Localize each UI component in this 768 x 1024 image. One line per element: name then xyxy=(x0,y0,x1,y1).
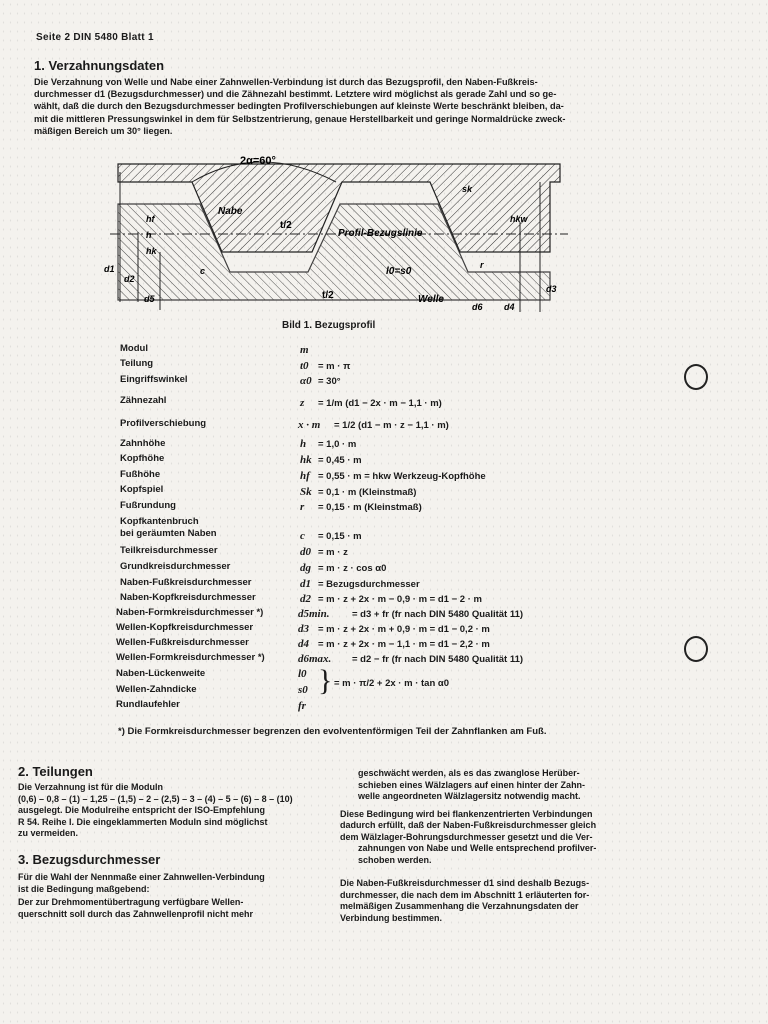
dim-label-d2: d2 xyxy=(124,274,135,284)
table-row-formula: = Bezugsdurchmesser xyxy=(318,579,420,590)
dim-label-r: r xyxy=(480,260,484,270)
table-footnote: *) Die Formkreisdurchmesser begrenzen den evolventenförmigen Teil der Zahnflanken am Fuß. xyxy=(118,726,547,737)
right-line: welle angeordneten Wälzlagersitz notwendig macht. xyxy=(358,791,581,801)
table-row-formula: = 0,45 · m xyxy=(318,455,362,466)
table-row-symbol: s0 xyxy=(298,684,308,696)
table-row-formula: = m · z xyxy=(318,547,348,558)
table-row-name: Naben-Fußkreisdurchmesser xyxy=(120,577,252,588)
table-row-formula: = 0,15 · m (Kleinstmaß) xyxy=(318,502,422,513)
table-row-name: Wellen-Zahndicke xyxy=(116,684,197,695)
table-row-symbol: t0 xyxy=(300,360,309,372)
right-line: zahnungen von Nabe und Welle entsprechend profilver- xyxy=(358,843,597,853)
table-row-formula: = d3 + fr (fr nach DIN 5480 Qualität 11) xyxy=(352,609,524,620)
section2-body xyxy=(18,782,336,840)
right-column xyxy=(340,768,650,924)
right-para-1 xyxy=(340,768,650,803)
table-row-name: Kopfhöhe xyxy=(120,453,165,464)
table-row-symbol: d3 xyxy=(298,623,309,635)
intro-line: mäßigen Bereich um 30° liegen. xyxy=(34,125,173,136)
table-row-name: Kopfkantenbruch xyxy=(120,516,199,527)
table-row-symbol: z xyxy=(300,397,305,409)
table-row-symbol: d1 xyxy=(300,578,311,590)
profile-line-label: Profil-Bezugslinie xyxy=(338,228,423,239)
table-row-formula: = m · π/2 + 2x · m · tan α0 xyxy=(334,678,450,689)
section3-line: Der zur Drehmomentübertragung verfügbare Wellen- xyxy=(18,897,244,907)
table-row-name: Fußrundung xyxy=(120,500,176,511)
table-row-symbol: d6max. xyxy=(298,653,332,665)
table-row-name: Wellen-Formkreisdurchmesser *) xyxy=(116,652,265,663)
right-para-2 xyxy=(340,809,650,867)
section3-line: querschnitt soll durch das Zahnwellenprofil nicht mehr xyxy=(18,908,254,919)
table-row-symbol: x · m xyxy=(298,419,321,431)
brace-glyph: } xyxy=(318,664,333,697)
table-row-symbol: d0 xyxy=(300,546,311,558)
table-row-symbol: fr xyxy=(298,700,306,712)
punch-hole-top xyxy=(684,364,708,390)
table-row-name: Naben-Formkreisdurchmesser *) xyxy=(116,607,264,618)
table-row-name: Naben-Lückenweite xyxy=(116,668,206,679)
t-half-bottom-label: t/2 xyxy=(322,290,334,301)
l0-label: l0=s0 xyxy=(386,266,412,277)
table-row-symbol: h xyxy=(300,438,307,450)
intro-line: Die Verzahnung von Welle und Nabe einer Zahnwellen-Verbindung ist durch das Bezugsprofil, den Naben-Fußkreis- xyxy=(34,77,538,87)
table-row-formula: = d2 − fr (fr nach DIN 5480 Qualität 11) xyxy=(352,654,524,665)
intro-line: wählt, daß die durch den Bezugsdurchmesser bedingten Profilverschiebungen auf kleinste Werte beschränkt bleiben, da- xyxy=(34,101,564,112)
section3-line: Für die Wahl der Nennmaße einer Zahnwellen-Verbindung xyxy=(18,872,265,882)
table-row-name: Teilung xyxy=(120,358,154,369)
table-row-formula: = m · z + 2x · m − 0,9 · m = d1 − 2 · m xyxy=(318,594,482,605)
dim-label-d1: d1 xyxy=(104,264,115,274)
table-row-formula: = 1,0 · m xyxy=(318,439,357,450)
table-row-symbol: d5min. xyxy=(298,608,330,620)
table-row-formula: = m · z + 2x · m − 1,1 · m = d1 − 2,2 · m xyxy=(318,639,490,650)
intro-line: durchmesser d1 (Bezugsdurchmesser) und die Zähnezahl bestimmt. Letztere wird möglichst als gerade Zahl und so ge- xyxy=(34,89,557,100)
table-row-formula: = 0,55 · m = hkw Werkzeug-Kopfhöhe xyxy=(318,471,486,482)
dim-label-hf: hf xyxy=(146,214,155,224)
section2-line: zu vermeiden. xyxy=(18,828,79,838)
table-row-symbol: α0 xyxy=(300,375,312,387)
table-row-name: Wellen-Fußkreisdurchmesser xyxy=(116,637,249,648)
punch-hole-bottom xyxy=(684,636,708,662)
dim-label-hk: hk xyxy=(146,246,157,256)
table-row-name: Rundlaufehler xyxy=(116,699,180,710)
intro-line: mit die mittleren Pressungswinkel in dem für Selbstzentrierung, genaue Herstellbarkeit und geringe Normaldrücke zweck- xyxy=(34,113,566,124)
dim-label-d6: d6 xyxy=(472,302,483,312)
right-line: Diese Bedingung wird bei flankenzentrierten Verbindungen xyxy=(340,808,593,819)
right-line: melmäßigen Zusammenhang die Verzahnungsdaten der xyxy=(340,901,579,911)
table-row-name: bei geräumten Naben xyxy=(120,528,217,539)
dim-label-sk: sk xyxy=(462,184,473,194)
section1-heading: 1. Verzahnungsdaten xyxy=(34,58,165,73)
table-row-symbol: c xyxy=(300,530,305,542)
table-row-symbol: d2 xyxy=(300,593,311,605)
section3-heading: 3. Bezugsdurchmesser xyxy=(18,852,161,867)
table-row-formula: = m · z + 2x · m + 0,9 · m = d1 − 0,2 · m xyxy=(318,624,490,635)
table-row-name: Profilverschiebung xyxy=(120,418,207,429)
section2-line: (0,6) – 0,8 – (1) – 1,25 – (1,5) – 2 – (2,5) – 3 – (4) – 5 – (6) – 8 – (10) xyxy=(18,793,293,804)
table-row-symbol: d4 xyxy=(298,638,309,650)
section3-body xyxy=(18,872,336,920)
table-row-name: Wellen-Kopfkreisdurchmesser xyxy=(116,622,254,633)
table-row-symbol: hk xyxy=(300,454,312,466)
right-line: durchmesser, die nach dem im Abschnitt 1 erläuterten for- xyxy=(340,889,590,900)
table-row-symbol: hf xyxy=(300,470,310,482)
table-row-name: Modul xyxy=(120,343,148,354)
right-line: dadurch erfüllt, daß der Naben-Fußkreisdurchmesser gleich xyxy=(340,820,597,830)
table-row-symbol: dg xyxy=(300,562,311,574)
section2-line: ausgelegt. Die Modulreihe entspricht der ISO-Empfehlung xyxy=(18,805,266,815)
dim-label-d5: d5 xyxy=(144,294,155,304)
right-line: schieben eines Wälzlagers auf einen hinter der Zahn- xyxy=(358,779,586,790)
reference-profile-figure xyxy=(100,152,580,322)
section3-line: ist die Bedingung maßgebend: xyxy=(18,883,150,894)
right-line: geschwächt werden, als es das zwanglose Herüber- xyxy=(358,768,580,778)
figure-caption: Bild 1. Bezugsprofil xyxy=(282,320,376,331)
page-header: Seite 2 DIN 5480 Blatt 1 xyxy=(36,32,154,43)
table-row-formula: = 0,1 · m (Kleinstmaß) xyxy=(318,487,417,498)
section2-line: Die Verzahnung ist für die Moduln xyxy=(18,782,164,792)
dim-label-d3: d3 xyxy=(546,284,557,294)
table-row-name: Naben-Kopfkreisdurchmesser xyxy=(120,592,256,603)
table-row-formula: = m · π xyxy=(318,361,351,372)
table-row-formula: = 1/m (d1 − 2x · m − 1,1 · m) xyxy=(318,398,442,409)
dim-label-h: h xyxy=(146,230,152,240)
welle-label: Welle xyxy=(418,294,444,305)
dim-label-d4: d4 xyxy=(504,302,515,312)
dim-label-c: c xyxy=(200,266,206,276)
section2-line: R 54. Reihe I. Die eingeklammerten Moduln sind möglichst xyxy=(18,816,268,827)
table-row-name: Eingriffswinkel xyxy=(120,374,188,385)
section2-heading: 2. Teilungen xyxy=(18,764,93,779)
table-row-formula: = m · z · cos α0 xyxy=(318,563,387,574)
right-line: schoben werden. xyxy=(358,854,432,865)
table-row-formula: = 0,15 · m xyxy=(318,531,362,542)
table-row-symbol: Sk xyxy=(300,486,312,498)
right-line: Die Naben-Fußkreisdurchmesser d1 sind deshalb Bezugs- xyxy=(340,878,590,888)
right-line: Verbindung bestimmen. xyxy=(340,912,443,923)
section1-intro xyxy=(34,76,664,137)
table-row-symbol: l0 xyxy=(298,668,307,680)
angle-label: 2α=60° xyxy=(240,155,276,167)
table-row-name: Zahnhöhe xyxy=(120,438,166,449)
dim-label-hkw: hkw xyxy=(510,214,528,224)
right-line: dem Wälzlager-Bohrungsdurchmesser gesetzt und die Ver- xyxy=(340,831,593,842)
table-row-symbol: m xyxy=(300,344,309,356)
table-row-formula: = 30° xyxy=(318,376,341,387)
right-para-3 xyxy=(340,878,650,924)
table-row-symbol: r xyxy=(300,501,305,513)
table-row-name: Teilkreisdurchmesser xyxy=(120,545,218,556)
table-row-name: Fußhöhe xyxy=(120,469,161,480)
table-row-name: Grundkreisdurchmesser xyxy=(120,561,231,572)
table-row-formula: = 1/2 (d1 − m · z − 1,1 · m) xyxy=(334,420,449,431)
table-row-name: Zähnezahl xyxy=(120,395,167,406)
t-half-top-label: t/2 xyxy=(280,220,292,231)
nabe-label: Nabe xyxy=(218,206,243,217)
table-row-name: Kopfspiel xyxy=(120,484,164,495)
